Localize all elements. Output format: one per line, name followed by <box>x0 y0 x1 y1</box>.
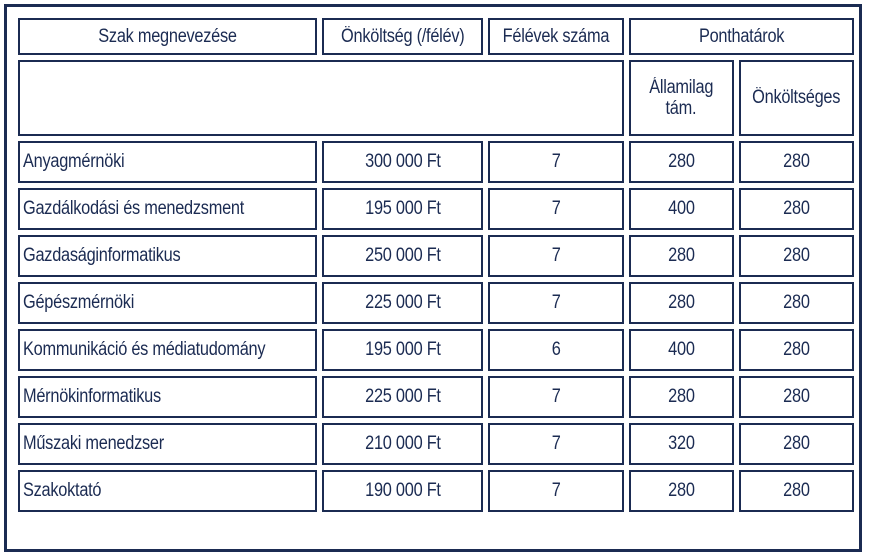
table-body <box>18 141 854 512</box>
table-row <box>18 376 854 418</box>
cell-cost: 190 000 Ft <box>322 470 483 512</box>
header-thresholds: Ponthatárok <box>629 18 854 55</box>
cell-semesters: 7 <box>488 376 624 418</box>
cell-cost: 195 000 Ft <box>322 329 483 371</box>
programs-table <box>13 13 859 517</box>
cell-semesters: 7 <box>488 188 624 230</box>
cell-state-threshold: 400 <box>629 188 734 230</box>
cell-semesters: 6 <box>488 329 624 371</box>
header-semesters: Félévek száma <box>488 18 624 55</box>
cell-cost: 210 000 Ft <box>322 423 483 465</box>
table-row <box>18 423 854 465</box>
cell-cost: 250 000 Ft <box>322 235 483 277</box>
cell-self-threshold: 280 <box>739 423 854 465</box>
cell-program-name: Gazdálkodási és menedzsment <box>18 188 317 230</box>
cell-state-threshold: 280 <box>629 141 734 183</box>
cell-state-threshold: 280 <box>629 235 734 277</box>
cell-program-name: Kommunikáció és médiatudomány <box>18 329 317 371</box>
cell-cost: 300 000 Ft <box>322 141 483 183</box>
cell-semesters: 7 <box>488 141 624 183</box>
cell-self-threshold: 280 <box>739 235 854 277</box>
table-row <box>18 470 854 512</box>
table-row <box>18 235 854 277</box>
cell-program-name: Műszaki menedzser <box>18 423 317 465</box>
table-row <box>18 141 854 183</box>
table-row <box>18 282 854 324</box>
cell-self-threshold: 280 <box>739 470 854 512</box>
cell-program-name: Anyagmérnöki <box>18 141 317 183</box>
cell-state-threshold: 280 <box>629 376 734 418</box>
cell-state-threshold: 280 <box>629 282 734 324</box>
cell-self-threshold: 280 <box>739 141 854 183</box>
subheader-row <box>18 60 854 136</box>
cell-state-threshold: 280 <box>629 470 734 512</box>
state-line2: tám. <box>665 98 697 119</box>
table-frame <box>4 4 862 552</box>
header-name: Szak megnevezése <box>18 18 317 55</box>
cell-self-threshold: 280 <box>739 329 854 371</box>
header-self-paid: Önköltséges <box>739 60 854 136</box>
state-line1: Államilag <box>649 77 714 98</box>
cell-state-threshold: 400 <box>629 329 734 371</box>
cell-cost: 225 000 Ft <box>322 282 483 324</box>
table-row <box>18 329 854 371</box>
cell-semesters: 7 <box>488 423 624 465</box>
subheader-blank <box>18 60 624 136</box>
cell-program-name: Gépészmérnöki <box>18 282 317 324</box>
cell-program-name: Mérnökinformatikus <box>18 376 317 418</box>
cell-semesters: 7 <box>488 282 624 324</box>
header-state-funded <box>629 60 734 136</box>
cell-self-threshold: 280 <box>739 282 854 324</box>
table-row <box>18 188 854 230</box>
cell-semesters: 7 <box>488 235 624 277</box>
header-row <box>18 18 854 55</box>
cell-program-name: Szakoktató <box>18 470 317 512</box>
cell-state-threshold: 320 <box>629 423 734 465</box>
cell-cost: 195 000 Ft <box>322 188 483 230</box>
cell-self-threshold: 280 <box>739 188 854 230</box>
cell-program-name: Gazdaságinformatikus <box>18 235 317 277</box>
cell-cost: 225 000 Ft <box>322 376 483 418</box>
cell-self-threshold: 280 <box>739 376 854 418</box>
cell-semesters: 7 <box>488 470 624 512</box>
header-cost: Önköltség (/félév) <box>322 18 483 55</box>
